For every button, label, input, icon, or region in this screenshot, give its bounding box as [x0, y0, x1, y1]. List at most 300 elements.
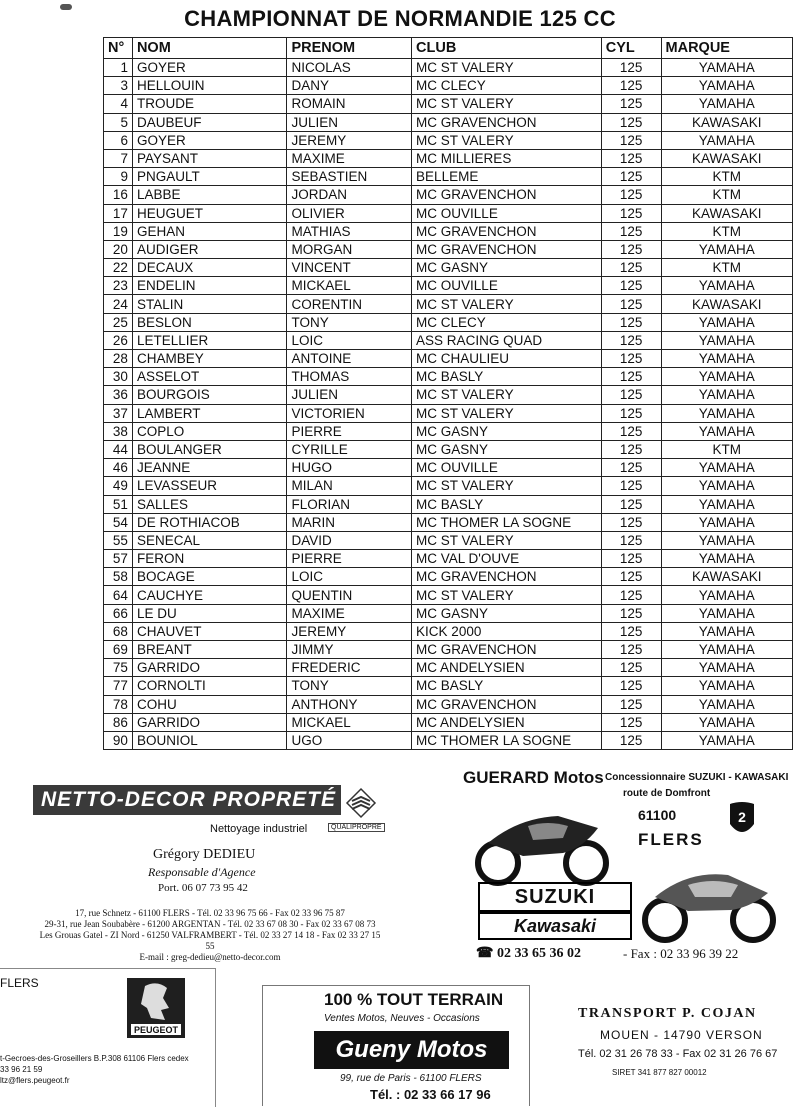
rider-firstname: MAXIME	[287, 149, 412, 167]
rider-number: 6	[104, 131, 133, 149]
rider-cc: 125	[601, 331, 661, 349]
sport-motorcycle-icon	[468, 798, 618, 888]
netto-decor-ad	[15, 765, 440, 965]
rider-club: MC GRAVENCHON	[412, 568, 602, 586]
rider-club: MC ST VALERY	[412, 386, 602, 404]
rider-firstname: PIERRE	[287, 422, 412, 440]
rider-brand: YAMAHA	[661, 240, 792, 258]
table-row	[104, 404, 793, 422]
rider-club: MC GASNY	[412, 259, 602, 277]
rider-club: MC ANDELYSIEN	[412, 659, 602, 677]
rider-firstname: DANY	[287, 77, 412, 95]
rider-club: MC ST VALERY	[412, 95, 602, 113]
rider-firstname: LOIC	[287, 331, 412, 349]
peugeot-address	[0, 1053, 189, 1086]
rider-brand: YAMAHA	[661, 313, 792, 331]
rider-brand: YAMAHA	[661, 277, 792, 295]
rider-club: MC GRAVENCHON	[412, 113, 602, 131]
rider-firstname: MARIN	[287, 513, 412, 531]
header-marque: MARQUE	[661, 38, 792, 59]
rider-number: 25	[104, 313, 133, 331]
rider-club: MC ST VALERY	[412, 295, 602, 313]
rider-brand: YAMAHA	[661, 59, 792, 77]
rider-cc: 125	[601, 586, 661, 604]
guerard-concession: Concessionnaire SUZUKI - KAWASAKI	[605, 772, 789, 783]
rider-brand: KTM	[661, 259, 792, 277]
table-row	[104, 168, 793, 186]
table-row	[104, 713, 793, 731]
rider-lastname: GOYER	[132, 131, 287, 149]
peugeot-email: ltz@flers.peugeot.fr	[0, 1076, 70, 1085]
rider-brand: YAMAHA	[661, 695, 792, 713]
rider-firstname: JULIEN	[287, 386, 412, 404]
gueny-tagline: 100 % TOUT TERRAIN	[324, 990, 504, 1009]
rider-number: 69	[104, 641, 133, 659]
rider-firstname: JULIEN	[287, 113, 412, 131]
rider-firstname: HUGO	[287, 459, 412, 477]
rider-lastname: ASSELOT	[132, 368, 287, 386]
table-row	[104, 513, 793, 531]
rider-lastname: STALIN	[132, 295, 287, 313]
table-row	[104, 295, 793, 313]
guerard-fax: - Fax : 02 33 96 39 22	[623, 946, 739, 961]
rider-cc: 125	[601, 313, 661, 331]
gueny-phone: Tél. : 02 33 66 17 96	[370, 1087, 491, 1102]
table-row	[104, 731, 793, 749]
rider-number: 49	[104, 477, 133, 495]
rider-firstname: MORGAN	[287, 240, 412, 258]
table-header-row	[104, 38, 793, 59]
rider-brand: YAMAHA	[661, 550, 792, 568]
table-row	[104, 277, 793, 295]
rider-firstname: CYRILLE	[287, 440, 412, 458]
rider-brand: YAMAHA	[661, 95, 792, 113]
rider-number: 26	[104, 331, 133, 349]
rider-firstname: CORENTIN	[287, 295, 412, 313]
rider-lastname: AUDIGER	[132, 240, 287, 258]
rider-cc: 125	[601, 259, 661, 277]
rider-cc: 125	[601, 677, 661, 695]
rider-lastname: DECAUX	[132, 259, 287, 277]
rider-firstname: JORDAN	[287, 186, 412, 204]
rider-number: 16	[104, 186, 133, 204]
rider-brand: YAMAHA	[661, 604, 792, 622]
rider-firstname: ROMAIN	[287, 95, 412, 113]
sport-motorcycle-icon	[633, 855, 783, 945]
header-nom: NOM	[132, 38, 287, 59]
rider-cc: 125	[601, 513, 661, 531]
rider-lastname: LE DU	[132, 604, 287, 622]
rider-number: 7	[104, 149, 133, 167]
table-row	[104, 386, 793, 404]
rider-brand: YAMAHA	[661, 586, 792, 604]
table-row	[104, 604, 793, 622]
rider-club: MC VAL D'OUVE	[412, 550, 602, 568]
rider-number: 17	[104, 204, 133, 222]
rider-brand: KAWASAKI	[661, 295, 792, 313]
rider-number: 36	[104, 386, 133, 404]
rider-brand: KTM	[661, 222, 792, 240]
rider-club: MC CHAULIEU	[412, 350, 602, 368]
rider-club: ASS RACING QUAD	[412, 331, 602, 349]
rider-firstname: QUENTIN	[287, 586, 412, 604]
rider-cc: 125	[601, 277, 661, 295]
rider-club: MC BASLY	[412, 495, 602, 513]
rider-number: 46	[104, 459, 133, 477]
rider-cc: 125	[601, 695, 661, 713]
rider-cc: 125	[601, 131, 661, 149]
rider-lastname: DAUBEUF	[132, 113, 287, 131]
peugeot-logo-text: PEUGEOT	[133, 1025, 179, 1035]
rider-club: MC CLECY	[412, 313, 602, 331]
rider-number: 51	[104, 495, 133, 513]
table-row	[104, 641, 793, 659]
rider-brand: YAMAHA	[661, 422, 792, 440]
rider-number: 4	[104, 95, 133, 113]
header-num: N°	[104, 38, 133, 59]
rider-brand: YAMAHA	[661, 477, 792, 495]
rider-club: MC GASNY	[412, 440, 602, 458]
rider-cc: 125	[601, 568, 661, 586]
rider-cc: 125	[601, 440, 661, 458]
netto-email: E-mail : greg-dedieu@netto-decor.com	[139, 952, 281, 962]
rider-cc: 125	[601, 659, 661, 677]
rider-cc: 125	[601, 77, 661, 95]
table-row	[104, 622, 793, 640]
rider-lastname: BOUNIOL	[132, 731, 287, 749]
rider-lastname: CAUCHYE	[132, 586, 287, 604]
rider-club: MC GRAVENCHON	[412, 240, 602, 258]
rider-brand: KAWASAKI	[661, 568, 792, 586]
rider-club: MC OUVILLE	[412, 277, 602, 295]
rider-number: 38	[104, 422, 133, 440]
rider-number: 19	[104, 222, 133, 240]
rider-cc: 125	[601, 149, 661, 167]
netto-address-line: 17, rue Schnetz - 61100 FLERS - Tél. 02 33 96 75 66 - Fax 02 33 96 75 87	[75, 908, 345, 918]
rider-club: MC ST VALERY	[412, 586, 602, 604]
rider-brand: YAMAHA	[661, 495, 792, 513]
table-row	[104, 59, 793, 77]
rider-brand: YAMAHA	[661, 404, 792, 422]
rider-club: MC THOMER LA SOGNE	[412, 513, 602, 531]
rider-number: 9	[104, 168, 133, 186]
netto-decor-emblem-icon	[345, 787, 377, 819]
rider-club: MC ST VALERY	[412, 477, 602, 495]
table-row	[104, 186, 793, 204]
rider-cc: 125	[601, 95, 661, 113]
transport-cojan-ad	[570, 1000, 800, 1100]
rider-lastname: LEVASSEUR	[132, 477, 287, 495]
cojan-title: TRANSPORT P. COJAN	[578, 1006, 757, 1021]
rider-cc: 125	[601, 368, 661, 386]
rider-firstname: PIERRE	[287, 550, 412, 568]
rider-number: 24	[104, 295, 133, 313]
table-row	[104, 131, 793, 149]
rider-brand: YAMAHA	[661, 531, 792, 549]
table-row	[104, 95, 793, 113]
rider-number: 58	[104, 568, 133, 586]
rider-firstname: FREDERIC	[287, 659, 412, 677]
rider-cc: 125	[601, 204, 661, 222]
rider-lastname: PAYSANT	[132, 149, 287, 167]
rider-lastname: BOCAGE	[132, 568, 287, 586]
rider-club: BELLEME	[412, 168, 602, 186]
guerard-motos-ad	[458, 760, 793, 970]
rider-club: MC THOMER LA SOGNE	[412, 731, 602, 749]
rider-lastname: CORNOLTI	[132, 677, 287, 695]
table-row	[104, 222, 793, 240]
table-row	[104, 495, 793, 513]
peugeot-address-line: t-Gecroes-des-Groseillers B.P.308 61106 Flers cedex	[0, 1054, 189, 1063]
rider-club: MC GRAVENCHON	[412, 641, 602, 659]
rider-cc: 125	[601, 641, 661, 659]
table-row	[104, 568, 793, 586]
kawasaki-logo: Kawasaki	[478, 912, 632, 940]
rider-firstname: MAXIME	[287, 604, 412, 622]
guerard-route: route de Domfront	[623, 788, 711, 799]
rider-cc: 125	[601, 113, 661, 131]
rider-brand: YAMAHA	[661, 731, 792, 749]
rider-number: 57	[104, 550, 133, 568]
rider-lastname: GARRIDO	[132, 659, 287, 677]
rider-firstname: MICKAEL	[287, 277, 412, 295]
table-row	[104, 350, 793, 368]
rider-number: 5	[104, 113, 133, 131]
qualipropre-badge: QUALIPROPRE	[328, 823, 385, 832]
rider-brand: YAMAHA	[661, 659, 792, 677]
rider-lastname: HEUGUET	[132, 204, 287, 222]
rider-lastname: DE ROTHIACOB	[132, 513, 287, 531]
rider-brand: YAMAHA	[661, 677, 792, 695]
rider-brand: YAMAHA	[661, 77, 792, 95]
rider-brand: YAMAHA	[661, 368, 792, 386]
rider-lastname: SALLES	[132, 495, 287, 513]
rider-firstname: NICOLAS	[287, 59, 412, 77]
rider-firstname: MICKAEL	[287, 713, 412, 731]
rider-lastname: HELLOUIN	[132, 77, 287, 95]
table-row	[104, 204, 793, 222]
rider-number: 55	[104, 531, 133, 549]
rider-number: 28	[104, 350, 133, 368]
netto-subtitle: Nettoyage industriel	[210, 823, 308, 835]
rider-club: MC GRAVENCHON	[412, 222, 602, 240]
rider-lastname: COPLO	[132, 422, 287, 440]
table-row	[104, 550, 793, 568]
header-prenom: PRENOM	[287, 38, 412, 59]
netto-addresses	[35, 908, 385, 963]
rider-cc: 125	[601, 295, 661, 313]
rider-club: MC ST VALERY	[412, 531, 602, 549]
rider-firstname: LOIC	[287, 568, 412, 586]
table-row	[104, 240, 793, 258]
rider-number: 54	[104, 513, 133, 531]
rider-lastname: TROUDE	[132, 95, 287, 113]
gueny-logo: Gueny Motos	[314, 1031, 509, 1069]
peugeot-city: FLERS	[0, 976, 39, 990]
rider-firstname: TONY	[287, 677, 412, 695]
table-row	[104, 149, 793, 167]
header-cyl: CYL	[601, 38, 661, 59]
gueny-address: 99, rue de Paris - 61100 FLERS	[340, 1073, 482, 1084]
netto-contact-name: Grégory DEDIEU	[153, 847, 256, 862]
rider-number: 37	[104, 404, 133, 422]
table-row	[104, 586, 793, 604]
netto-decor-logo: NETTO-DECOR PROPRETÉ	[33, 785, 341, 815]
rider-firstname: OLIVIER	[287, 204, 412, 222]
rider-brand: YAMAHA	[661, 459, 792, 477]
rider-cc: 125	[601, 495, 661, 513]
table-row	[104, 440, 793, 458]
table-row	[104, 459, 793, 477]
gueny-subtitle: Ventes Motos, Neuves - Occasions	[324, 1013, 480, 1024]
rider-cc: 125	[601, 168, 661, 186]
rider-club: MC GRAVENCHON	[412, 186, 602, 204]
rider-number: 86	[104, 713, 133, 731]
rider-lastname: BOULANGER	[132, 440, 287, 458]
rider-firstname: TONY	[287, 313, 412, 331]
rider-lastname: BESLON	[132, 313, 287, 331]
header-club: CLUB	[412, 38, 602, 59]
table-row	[104, 531, 793, 549]
cojan-location: MOUEN - 14790 VERSON	[600, 1028, 763, 1042]
rider-brand: YAMAHA	[661, 386, 792, 404]
rider-lastname: BREANT	[132, 641, 287, 659]
rider-club: MC ANDELYSIEN	[412, 713, 602, 731]
rider-lastname: PNGAULT	[132, 168, 287, 186]
rider-cc: 125	[601, 186, 661, 204]
gueny-motos-ad	[262, 985, 530, 1106]
rider-club: MC GASNY	[412, 604, 602, 622]
table-row	[104, 677, 793, 695]
rider-cc: 125	[601, 459, 661, 477]
rider-cc: 125	[601, 386, 661, 404]
rider-firstname: DAVID	[287, 531, 412, 549]
rider-brand: YAMAHA	[661, 350, 792, 368]
rider-cc: 125	[601, 350, 661, 368]
rider-club: MC MILLIERES	[412, 149, 602, 167]
svg-text:2: 2	[738, 809, 746, 825]
rider-brand: YAMAHA	[661, 641, 792, 659]
peugeot-phone: 33 96 21 59	[0, 1065, 43, 1074]
rider-brand: KTM	[661, 186, 792, 204]
rider-number: 22	[104, 259, 133, 277]
rider-cc: 125	[601, 422, 661, 440]
rider-cc: 125	[601, 477, 661, 495]
table-row	[104, 77, 793, 95]
table-row	[104, 477, 793, 495]
rider-brand: KAWASAKI	[661, 113, 792, 131]
table-row	[104, 259, 793, 277]
rider-number: 66	[104, 604, 133, 622]
rider-firstname: JEREMY	[287, 131, 412, 149]
rider-brand: KTM	[661, 440, 792, 458]
rider-number: 64	[104, 586, 133, 604]
suzuki-logo: SUZUKI	[478, 882, 632, 912]
rider-lastname: CHAMBEY	[132, 350, 287, 368]
rider-number: 44	[104, 440, 133, 458]
rider-club: MC ST VALERY	[412, 404, 602, 422]
rider-firstname: VINCENT	[287, 259, 412, 277]
rider-number: 77	[104, 677, 133, 695]
rider-club: MC BASLY	[412, 368, 602, 386]
table-row	[104, 422, 793, 440]
cojan-siret: SIRET 341 877 827 00012	[612, 1068, 707, 1077]
rider-club: MC GASNY	[412, 422, 602, 440]
rider-cc: 125	[601, 622, 661, 640]
rider-brand: YAMAHA	[661, 331, 792, 349]
rider-club: MC GRAVENCHON	[412, 695, 602, 713]
rider-brand: KAWASAKI	[661, 204, 792, 222]
rider-brand: YAMAHA	[661, 622, 792, 640]
rider-firstname: ANTHONY	[287, 695, 412, 713]
rider-lastname: CHAUVET	[132, 622, 287, 640]
table-row	[104, 313, 793, 331]
page-title: CHAMPIONNAT DE NORMANDIE 125 CC	[184, 6, 616, 31]
rider-firstname: THOMAS	[287, 368, 412, 386]
guerard-title: GUERARD Motos	[463, 768, 604, 787]
rider-lastname: LETELLIER	[132, 331, 287, 349]
rider-number: 3	[104, 77, 133, 95]
rider-number: 75	[104, 659, 133, 677]
rider-number: 90	[104, 731, 133, 749]
guerard-phone: ☎ 02 33 65 36 02	[476, 946, 581, 961]
rider-club: MC OUVILLE	[412, 204, 602, 222]
rider-lastname: LABBE	[132, 186, 287, 204]
rider-lastname: SENECAL	[132, 531, 287, 549]
rider-firstname: ANTOINE	[287, 350, 412, 368]
rider-number: 20	[104, 240, 133, 258]
rider-cc: 125	[601, 713, 661, 731]
rider-cc: 125	[601, 222, 661, 240]
rider-brand: YAMAHA	[661, 713, 792, 731]
table-body	[104, 59, 793, 750]
rider-brand: KAWASAKI	[661, 149, 792, 167]
rider-lastname: GOYER	[132, 59, 287, 77]
rider-firstname: JEREMY	[287, 622, 412, 640]
results-table	[103, 37, 793, 750]
guerard-postcode: 61100	[638, 807, 677, 823]
rider-firstname: FLORIAN	[287, 495, 412, 513]
rider-club: MC ST VALERY	[412, 131, 602, 149]
rider-cc: 125	[601, 531, 661, 549]
peugeot-logo	[127, 978, 185, 1038]
rider-club: MC OUVILLE	[412, 459, 602, 477]
rider-number: 78	[104, 695, 133, 713]
table-row	[104, 659, 793, 677]
rider-number: 30	[104, 368, 133, 386]
rider-club: MC BASLY	[412, 677, 602, 695]
rider-brand: YAMAHA	[661, 131, 792, 149]
rider-lastname: COHU	[132, 695, 287, 713]
rider-club: KICK 2000	[412, 622, 602, 640]
rider-firstname: JIMMY	[287, 641, 412, 659]
rider-cc: 125	[601, 731, 661, 749]
netto-contact-port: Port. 06 07 73 95 42	[158, 882, 248, 894]
table-row	[104, 331, 793, 349]
rider-lastname: GARRIDO	[132, 713, 287, 731]
rider-lastname: LAMBERT	[132, 404, 287, 422]
rider-number: 68	[104, 622, 133, 640]
rider-lastname: ENDELIN	[132, 277, 287, 295]
rider-cc: 125	[601, 550, 661, 568]
netto-address-line: 29-31, rue Jean Soubabère - 61200 ARGENTAN - Tél. 02 33 67 08 30 - Fax 02 33 67 08 73	[44, 919, 376, 929]
table-row	[104, 368, 793, 386]
rider-lastname: FERON	[132, 550, 287, 568]
rider-firstname: MATHIAS	[287, 222, 412, 240]
rider-firstname: UGO	[287, 731, 412, 749]
rider-cc: 125	[601, 59, 661, 77]
rider-brand: YAMAHA	[661, 513, 792, 531]
